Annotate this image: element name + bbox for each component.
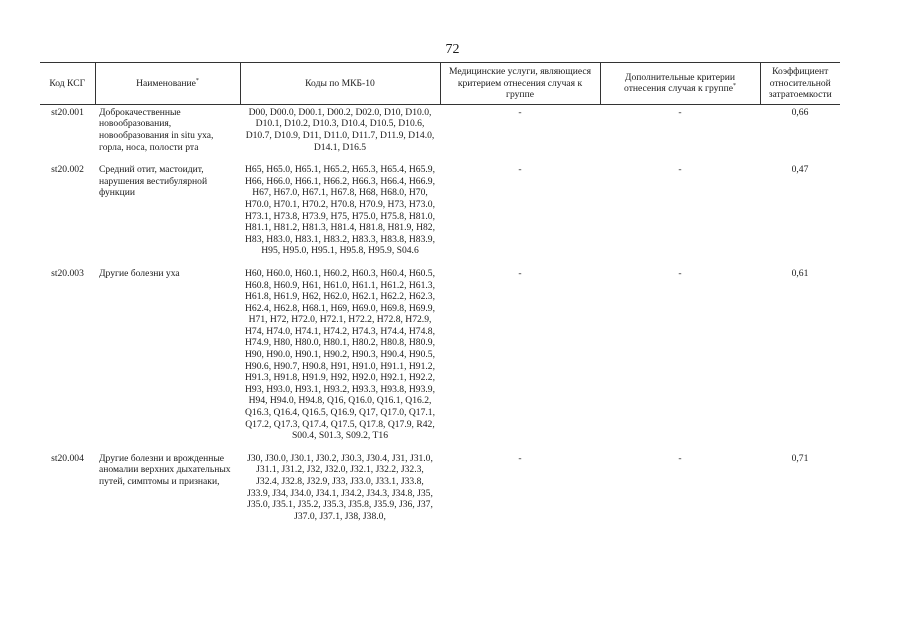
ksg-code: st20.003 (51, 267, 84, 279)
cost-coefficient: 0,47 (791, 164, 809, 176)
header-code: Код КСГ (40, 63, 95, 105)
ksg-code: st20.002 (51, 164, 84, 176)
ksg-name: Доброкачественные новообразования, новообразования in situ уха, горла, носа, полости рта (99, 106, 214, 153)
additional-criteria: - (678, 106, 682, 118)
footnote-mark: * (732, 83, 736, 90)
additional-criteria: - (678, 267, 682, 279)
mkb-codes: D00, D00.0, D00.1, D00.2, D02.0, D10, D10.0, D10.1, D10.2, D10.3, D10.4, D10.5, D10.6, D10.7, D10.9, D11, D11.0, D11.7, D11.9, D14.0, D14.1, D16.5 (245, 106, 435, 153)
ksg-name: Другие болезни уха (99, 267, 180, 279)
medical-services: - (518, 267, 522, 279)
ksg-code: st20.001 (51, 106, 84, 118)
table-row (40, 104, 840, 163)
mkb-codes: J30, J30.0, J30.1, J30.2, J30.3, J30.4, J31, J31.0, J31.1, J31.2, J32, J32.0, J32.1, J32.2, J32.3, J32.4, J32.8, J32.9, J33, J33.0, J33.1, J33.8, J33.9, J34, J34.0, J34.1, J34.2, J34.3, J34.8, J35, J35.0, J35.1, J35.2, J35.3, J35.8, J35.9, J36, J37, J37.0, J37.1, J38, J38.0, (247, 452, 433, 522)
ksg-table (40, 62, 840, 532)
table-row (40, 452, 840, 533)
header-name: Наименование* (95, 63, 240, 105)
cost-coefficient: 0,61 (791, 267, 809, 279)
header-coef: Коэффициент относительной затратоемкости (760, 63, 840, 105)
footnote-mark: * (195, 77, 199, 84)
table-body (40, 104, 840, 532)
table-header (40, 63, 840, 105)
page-number: 72 (445, 42, 460, 57)
additional-criteria: - (678, 452, 682, 464)
table-row (40, 163, 840, 267)
medical-services: - (518, 106, 522, 118)
mkb-codes: H60, H60.0, H60.1, H60.2, H60.3, H60.4, H60.5, H60.8, H60.9, H61, H61.0, H61.1, H61.2, H61.3, H61.8, H61.9, H62, H62.0, H62.1, H62.2, H62.3, H62.4, H62.8, H68.1, H69, H69.0, H69.8, H69.9, H71, H72, H72.0, H72.1, H72.2, H72.8, H72.9, H74, H74.0, H74.1, H74.2, H74.3, H74.4, H74.8, H74.9, H80, H80.0, H80.1, H80.2, H80.8, H80.9, H90, H90.0, H90.1, H90.2, H90.3, H90.4, H90.5, H90.6, H90.7, H90.8, H91, H91.0, H91.1, H91.2, H91.3, H91.8, H91.9, H92, H92.0, H92.1, H92.2, H93, H93.0, H93.1, H93.2, H93.3, H93.8, H93.9, H94, H94.0, H94.8, Q16, Q16.0, Q16.1, Q16.2, Q16.3, Q16.4, Q16.5, Q16.9, Q17, Q17.0, Q17.1, Q17.2, Q17.3, Q17.4, Q17.5, Q17.8, Q17.9, R42, S00.4, S01.3, S09.2, T16 (244, 267, 435, 442)
additional-criteria: - (678, 164, 682, 176)
cost-coefficient: 0,66 (791, 106, 809, 118)
ksg-name: Другие болезни и врожденные аномалии верхних дыхательных путей, симптомы и признаки, (99, 452, 231, 487)
cost-coefficient: 0,71 (791, 452, 809, 464)
medical-services: - (518, 164, 522, 176)
header-med: Медицинские услуги, являющиеся критерием отнесения случая к группе (440, 63, 600, 105)
header-dop: Дополнительные критерии отнесения случая к группе* (600, 63, 760, 105)
mkb-codes: H65, H65.0, H65.1, H65.2, H65.3, H65.4, H65.9, H66, H66.0, H66.1, H66.2, H66.3, H66.4, H66.9, H67, H67.0, H67.1, H67.8, H68, H68.0, H70, H70.0, H70.1, H70.2, H70.8, H70.9, H73, H73.0, H73.1, H73.8, H73.9, H75, H75.0, H75.8, H81.0, H81.1, H81.2, H81.3, H81.4, H81.8, H81.9, H82, H83, H83.0, H83.1, H83.2, H83.3, H83.8, H83.9, H95, H95.0, H95.1, H95.8, H95.9, S04.6 (244, 164, 435, 257)
ksg-code: st20.004 (51, 452, 84, 464)
header-mkb: Коды по МКБ-10 (240, 63, 440, 105)
medical-services: - (518, 452, 522, 464)
table-row (40, 267, 840, 452)
ksg-name: Средний отит, мастоидит, нарушения вестибулярной функции (99, 164, 208, 199)
